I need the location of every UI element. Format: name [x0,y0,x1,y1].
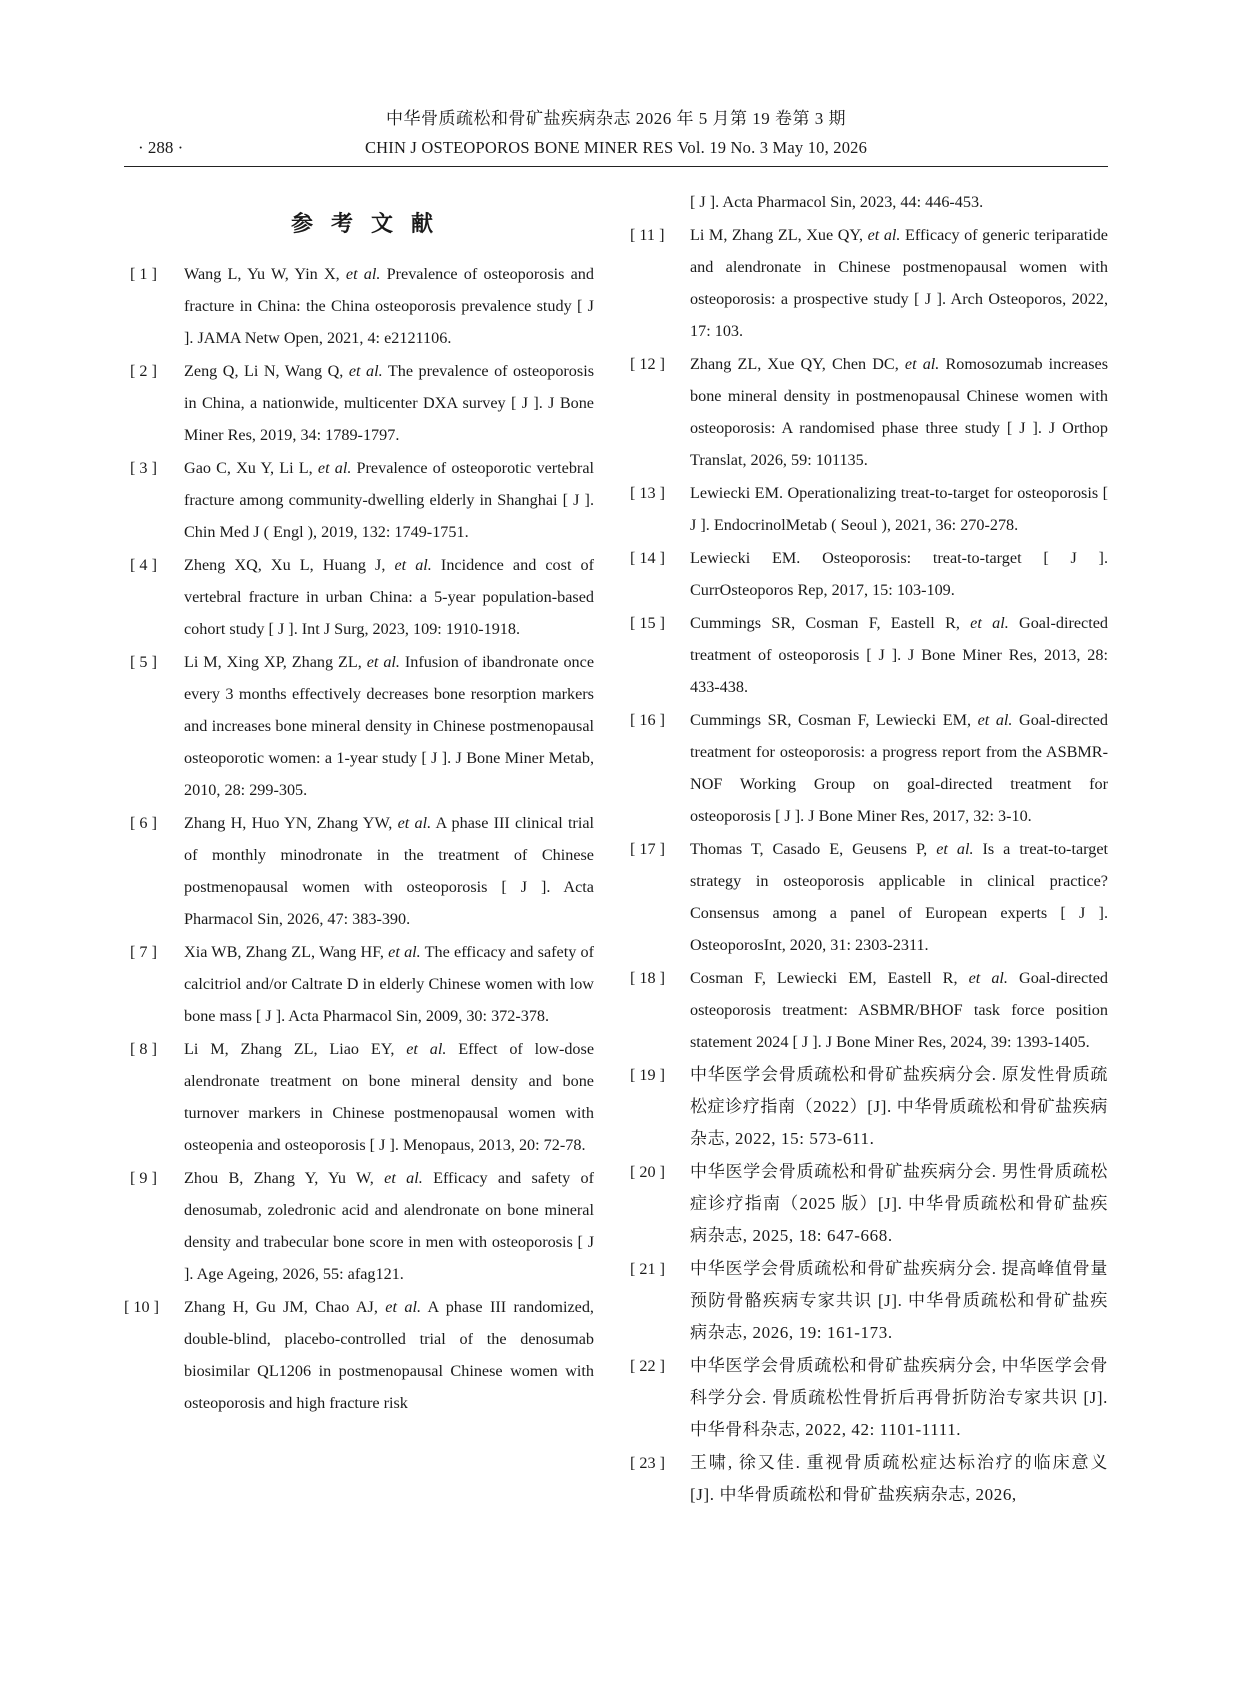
reference-item [130,355,594,451]
reference-item [130,646,594,806]
reference-item [630,833,1109,961]
reference-item [124,1291,594,1419]
reference-item [630,704,1109,832]
reference-text: Zhou B, Zhang Y, Yu W, et al. Efficacy and safety of denosumab, zoledronic acid and alendronate on bone mineral density and trabecular bone score in men with osteoporosis [ J ]. Age Ageing, 2026, 55: afag121. [184,1169,594,1283]
reference-text: Li M, Zhang ZL, Xue QY, et al. Efficacy of generic teriparatide and alendronate in Chinese postmenopausal women with osteoporosis: a prospective study [ J ]. Arch Osteoporos, 2022, 17: 103. [690,226,1108,340]
reference-text: Wang L, Yu W, Yin X, et al. Prevalence of osteoporosis and fracture in China: the China osteoporosis prevalence study [ J ]. JAMA Netw Open, 2021, 4: e2121106. [184,265,594,347]
reference-item [630,477,1108,541]
reference-number: [ 1 ] [130,265,157,283]
reference-number: [ 16 ] [630,711,666,729]
reference-number: [ 23 ] [630,1454,666,1472]
journal-title-en: CHIN J OSTEOPOROS BONE MINER RES Vol. 19 No. 3 May 10, 2026 [364,138,868,157]
reference-text: Lewiecki EM. Operationalizing treat-to-target for osteoporosis [ J ]. EndocrinolMetab ( Seoul ), 2021, 36: 270-278. [690,484,1108,534]
reference-number: [ 17 ] [630,840,666,858]
left-column [124,186,595,1420]
reference-number: [ 10 ] [124,1298,160,1316]
reference-item [130,258,594,354]
reference-item [630,1447,1108,1511]
header-row [124,138,1108,164]
reference-item [130,1162,594,1290]
reference-item [630,1350,1108,1446]
reference-continuation: [ J ]. Acta Pharmacol Sin, 2023, 44: 446-453. [690,193,984,211]
reference-item [130,807,594,935]
reference-item [630,219,1108,347]
reference-number: [ 9 ] [130,1169,157,1187]
reference-text: Li M, Zhang ZL, Liao EY, et al. Effect of low-dose alendronate treatment on bone mineral density and bone turnover markers in Chinese postmenopausal women with osteopenia and osteoporosis [ J ]. Menopaus, 2013, 20: 72-78. [184,1040,595,1154]
reference-item [630,1253,1108,1349]
reference-number: [ 20 ] [630,1163,666,1181]
reference-item [130,549,594,645]
reference-text: Li M, Xing XP, Zhang ZL, et al. Infusion of ibandronate once every 3 months effectively decreases bone resorption markers and increases bone mineral density in Chinese postmenopausal osteoporotic women: a 1-year study [ J ]. J Bone Miner Metab, 2010, 28: 299-305. [184,653,595,799]
header-divider [124,166,1108,167]
page-header [124,108,1108,164]
right-column [630,186,1109,1512]
journal-title-cn: 中华骨质疏松和骨矿盐疾病杂志 2026 年 5 月第 19 卷第 3 期 [386,109,846,128]
reference-number: [ 4 ] [130,556,157,574]
reference-number: [ 19 ] [630,1066,666,1084]
reference-text: 中华医学会骨质疏松和骨矿盐疾病分会. 男性骨质疏松症诊疗指南（2025 版）[J]. 中华骨质疏松和骨矿盐疾病杂志, 2025, 18: 647-668. [690,1162,1108,1245]
reference-item [630,962,1108,1058]
reference-number: [ 2 ] [130,362,157,380]
reference-text: Lewiecki EM. Osteoporosis: treat-to-target [ J ]. CurrOsteoporos Rep, 2017, 15: 103-109. [690,549,1108,599]
reference-number: [ 3 ] [130,459,157,477]
reference-text: Cummings SR, Cosman F, Lewiecki EM, et al. Goal-directed treatment for osteoporosis: a progress report from the ASBMR-NOF Working Group on goal-directed treatment for osteoporosis [ J ]. J Bone Miner Res, 2017, 32: 3-10. [690,711,1109,825]
reference-item [630,1156,1108,1252]
reference-item [630,542,1108,606]
reference-number: [ 18 ] [630,969,666,987]
page-number: · 288 · [138,138,184,157]
reference-number: [ 14 ] [630,549,666,567]
reference-text: Zhang H, Gu JM, Chao AJ, et al. A phase III randomized, double-blind, placebo-controlled trial of the denosumab biosimilar QL1206 in postmenopausal Chinese women with osteoporosis and high fracture risk [184,1298,594,1412]
reference-item [130,452,594,548]
reference-text: Zheng XQ, Xu L, Huang J, et al. Incidence and cost of vertebral fracture in urban China: a 5-year population-based cohort study [ J ]. Int J Surg, 2023, 109: 1910-1918. [184,556,594,638]
reference-number: [ 22 ] [630,1357,666,1375]
references-list-right [630,219,1109,1511]
reference-item [130,1033,594,1161]
reference-text: 中华医学会骨质疏松和骨矿盐疾病分会. 原发性骨质疏松症诊疗指南（2022）[J]. 中华骨质疏松和骨矿盐疾病杂志, 2022, 15: 573-611. [690,1065,1108,1148]
reference-text: Zhang ZL, Xue QY, Chen DC, et al. Romosozumab increases bone mineral density in postmenopausal Chinese women with osteoporosis: A randomised phase three study [ J ]. J Orthop Translat, 2026, 59: 101135. [690,355,1108,469]
reference-number: [ 21 ] [630,1260,666,1278]
reference-text: Cummings SR, Cosman F, Eastell R, et al. Goal-directed treatment of osteoporosis [ J ]. J Bone Miner Res, 2013, 28: 433-438. [690,614,1109,696]
reference-number: [ 6 ] [130,814,157,832]
reference-text: Zeng Q, Li N, Wang Q, et al. The prevalence of osteoporosis in China, a nationwide, multicenter DXA survey [ J ]. J Bone Miner Res, 2019, 34: 1789-1797. [184,362,594,444]
reference-item [630,607,1109,703]
reference-text: Gao C, Xu Y, Li L, et al. Prevalence of osteoporotic vertebral fracture among community-dwelling elderly in Shanghai [ J ]. Chin Med J ( Engl ), 2019, 132: 1749-1751. [184,459,595,541]
reference-number: [ 8 ] [130,1040,157,1058]
reference-item [130,936,594,1032]
reference-number: [ 12 ] [630,355,666,373]
reference-number: [ 5 ] [130,653,157,671]
reference-text: Cosman F, Lewiecki EM, Eastell R, et al. Goal-directed osteoporosis treatment: ASBMR/BHOF task force position statement 2024 [ J ]. J Bone Miner Res, 2024, 39: 1393-1405. [690,969,1108,1051]
reference-number: [ 11 ] [630,226,665,244]
reference-text: Xia WB, Zhang ZL, Wang HF, et al. The efficacy and safety of calcitriol and/or Caltrate D in elderly Chinese women with low bone mass [ J ]. Acta Pharmacol Sin, 2009, 30: 372-378. [184,943,594,1025]
section-title: 参考文献 [290,211,451,237]
reference-number: [ 7 ] [130,943,157,961]
reference-item [630,1059,1108,1155]
reference-text: Zhang H, Huo YN, Zhang YW, et al. A phase III clinical trial of monthly minodronate in the treatment of Chinese postmenopausal women with osteoporosis [ J ]. Acta Pharmacol Sin, 2026, 47: 383-390. [184,814,595,928]
reference-text: 王啸, 徐又佳. 重视骨质疏松症达标治疗的临床意义 [J]. 中华骨质疏松和骨矿盐疾病杂志, 2026, [690,1453,1108,1504]
reference-number: [ 13 ] [630,484,666,502]
reference-text: 中华医学会骨质疏松和骨矿盐疾病分会. 提高峰值骨量预防骨骼疾病专家共识 [J]. 中华骨质疏松和骨矿盐疾病杂志, 2026, 19: 161-173. [690,1259,1108,1342]
references-list-left [124,258,595,1419]
reference-item [630,348,1108,476]
reference-number: [ 15 ] [630,614,666,632]
reference-text: 中华医学会骨质疏松和骨矿盐疾病分会, 中华医学会骨科学分会. 骨质疏松性骨折后再骨折防治专家共识 [J]. 中华骨科杂志, 2022, 42: 1101-1111. [690,1356,1108,1439]
reference-text: Thomas T, Casado E, Geusens P, et al. Is a treat-to-target strategy in osteoporosis applicable in clinical practice? Consensus among a panel of European experts [ J ]. OsteoporosInt, 2020, 31: 2303-2311. [690,840,1109,954]
